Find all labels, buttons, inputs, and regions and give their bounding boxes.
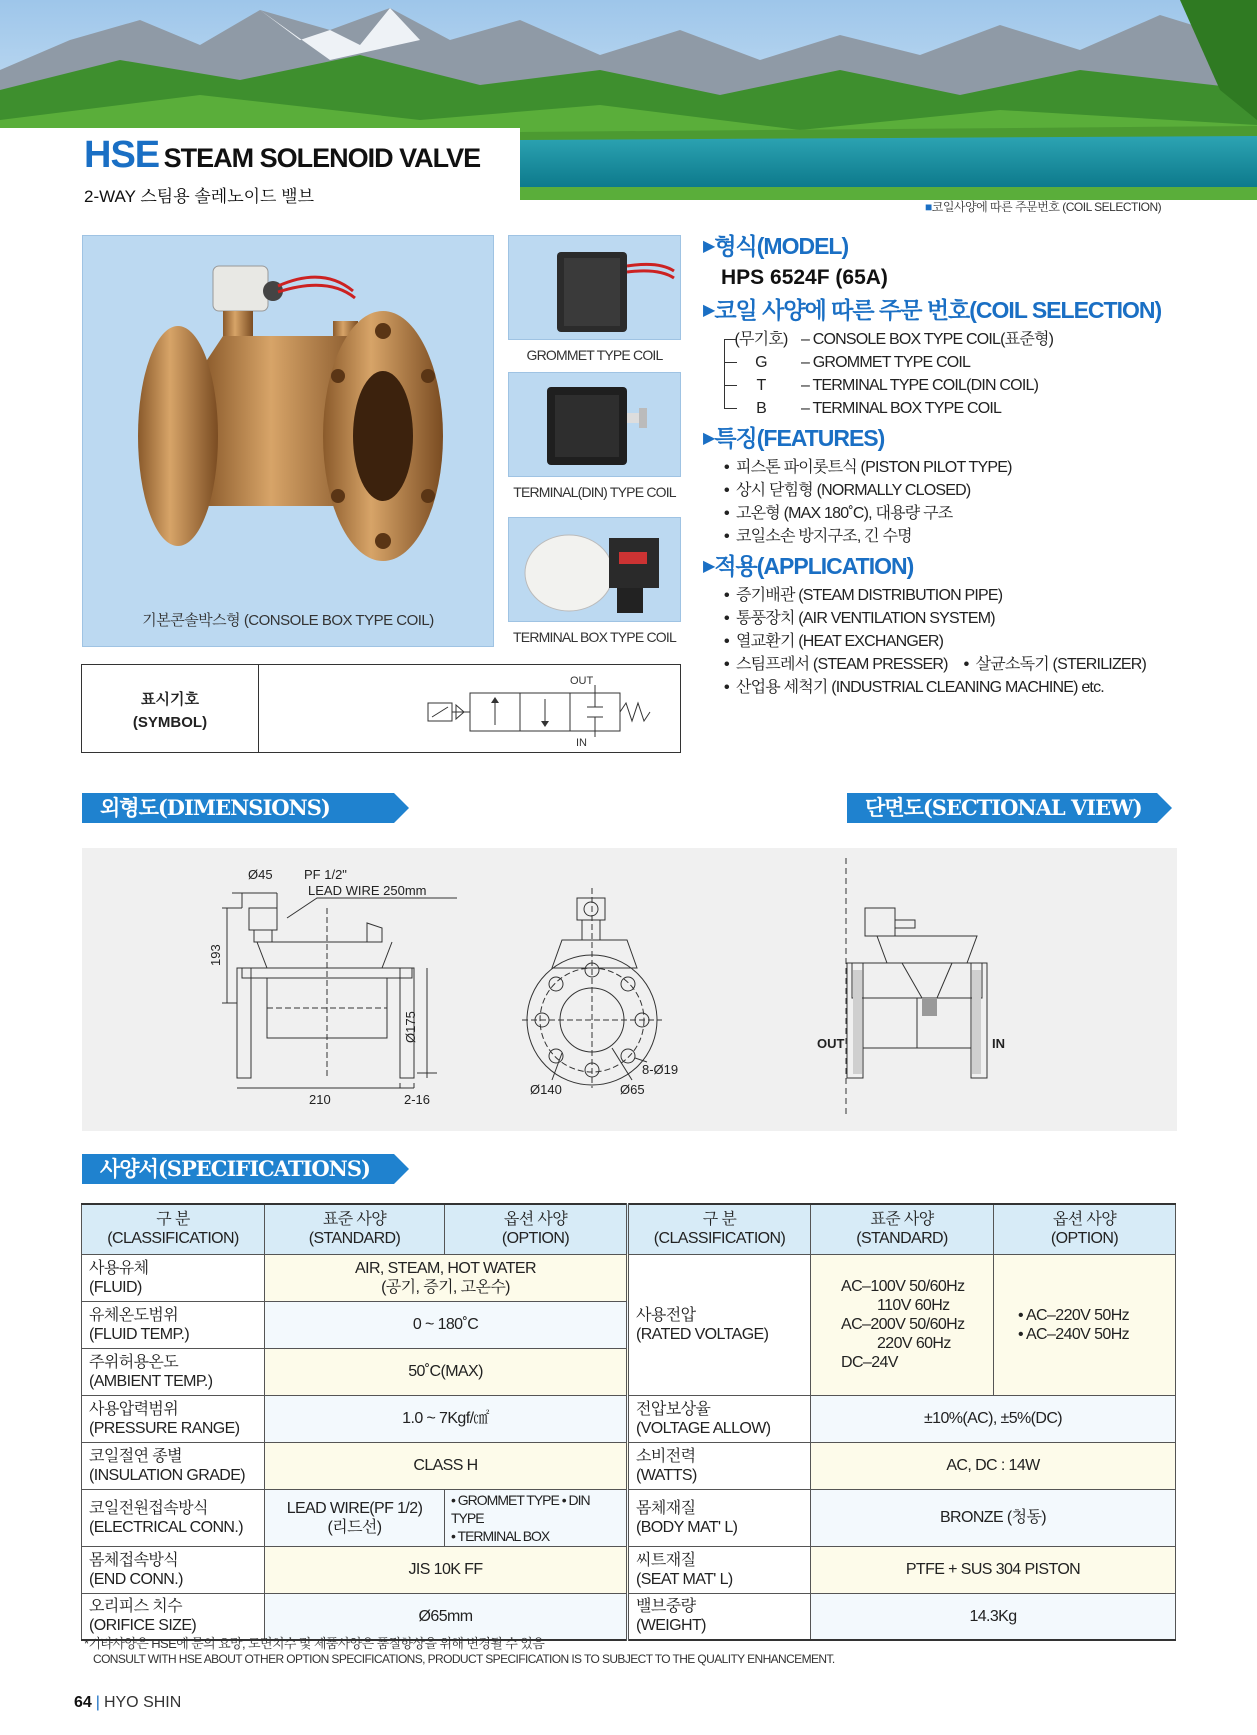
arrow-right-icon: ▶ xyxy=(703,238,715,255)
dim-2-16: 2-16 xyxy=(404,1092,431,1107)
grommet-coil-photo xyxy=(508,235,681,340)
electrical-conn-standard: LEAD WIRE(PF 1/2) (리드선) xyxy=(265,1489,445,1546)
table-row xyxy=(82,1489,1176,1546)
grommet-coil-caption: GROMMET TYPE COIL xyxy=(526,347,663,363)
main-product-photo xyxy=(82,235,494,647)
orifice-label: 오리피스 치수 (ORIFICE SIZE) xyxy=(82,1593,265,1640)
application-heading: ▶적용(APPLICATION) xyxy=(703,553,914,579)
table-row xyxy=(82,1254,1176,1301)
coil-item: B – TERMINAL BOX TYPE COIL xyxy=(756,400,1002,417)
fluid-temp-label: 유체온도범위 (FLUID TEMP.) xyxy=(82,1301,265,1348)
company-name: HYO SHIN xyxy=(103,1694,182,1711)
feature-item: • 피스톤 파이롯트식 (PISTON PILOT TYPE) xyxy=(724,459,1012,476)
weight-value: 14.3Kg xyxy=(811,1593,1176,1640)
specifications-table xyxy=(81,1203,1176,1641)
footnote-english: CONSULT WITH HSE ABOUT OTHER OPTION SPECIFICATIONS, PRODUCT SPECIFICATION IS TO SUBJECT TO THE QUALITY ENHANCEMENT. xyxy=(93,1652,835,1666)
product-subtitle: 2-WAY 스팀용 솔레노이드 밸브 xyxy=(84,187,315,206)
electrical-conn-label: 코일전원접속방식 (ELECTRICAL CONN.) xyxy=(82,1489,265,1546)
table-row xyxy=(82,1395,1176,1442)
dim-d45: Ø45 xyxy=(248,867,273,882)
dim-holes: 8-Ø19 xyxy=(642,1062,679,1077)
arrow-right-icon: ▶ xyxy=(703,430,715,447)
coil-item: T – TERMINAL TYPE COIL(DIN COIL) xyxy=(756,377,1039,394)
terminal-box-coil-card xyxy=(508,517,681,645)
dim-pf: PF 1/2" xyxy=(304,867,347,882)
ambient-temp-label: 주위허용온도 (AMBIENT TEMP.) xyxy=(82,1348,265,1395)
sectional-out-label: OUT xyxy=(817,1036,845,1051)
application-item: • 산업용 세척기 (INDUSTRIAL CLEANING MACHINE) etc. xyxy=(724,679,1104,696)
page-title xyxy=(84,134,480,177)
col-classification: 구 분 (CLASSIFICATION) xyxy=(628,1204,811,1254)
dim-w210: 210 xyxy=(309,1092,331,1107)
sectional-in-label: IN xyxy=(992,1036,1005,1051)
end-conn-value: JIS 10K FF xyxy=(265,1546,628,1593)
table-row xyxy=(82,1546,1176,1593)
model-heading: ▶형식(MODEL) xyxy=(703,233,849,259)
product-title: STEAM SOLENOID VALVE xyxy=(163,143,481,173)
symbol-in-label: IN xyxy=(576,737,587,749)
pressure-value: 1.0 ~ 7Kgf/㎠ xyxy=(265,1395,628,1442)
specifications-heading: 사양서(SPECIFICATIONS) xyxy=(82,1154,394,1184)
weight-label: 밸브중량 (WEIGHT) xyxy=(628,1593,811,1640)
seat-material-label: 씨트재질 (SEAT MAT' L) xyxy=(628,1546,811,1593)
voltage-label: 사용전압 (RATED VOLTAGE) xyxy=(628,1254,811,1395)
coil-item: G – GROMMET TYPE COIL xyxy=(755,354,971,371)
application-item: • 열교환기 (HEAT EXCHANGER) xyxy=(724,633,944,650)
fluid-label: 사용유체 (FLUID) xyxy=(82,1254,265,1301)
coil-item: (무기호) – CONSOLE BOX TYPE COIL(표준형) xyxy=(734,331,1054,348)
square-bullet-icon: ■ xyxy=(925,200,932,214)
col-standard: 표준 사양 (STANDARD) xyxy=(265,1204,445,1254)
brand-name: HSE xyxy=(84,134,160,176)
coil-selection-list xyxy=(703,328,1223,420)
product-info xyxy=(703,232,1223,703)
arrow-right-icon: ▶ xyxy=(703,558,715,575)
end-conn-label: 몸체접속방식 (END CONN.) xyxy=(82,1546,265,1593)
dim-h193: 193 xyxy=(208,944,223,966)
coil-selection-heading: ▶코일 사양에 따른 주문 번호(COIL SELECTION) xyxy=(703,297,1162,323)
symbol-box xyxy=(81,664,681,753)
col-option: 옵션 사양 (OPTION) xyxy=(445,1204,628,1254)
feature-item: • 고온형 (MAX 180˚C), 대용량 구조 xyxy=(724,505,953,522)
insulation-value: CLASS H xyxy=(265,1442,628,1489)
feature-item: • 상시 닫힘형 (NORMALLY CLOSED) xyxy=(724,482,971,499)
arrow-right-icon: ▶ xyxy=(703,302,715,319)
orifice-value: Ø65mm xyxy=(265,1593,628,1640)
coil-tree-lines xyxy=(724,339,736,409)
feature-item: • 코일소손 방지구조, 긴 수명 xyxy=(724,528,912,545)
voltage-standard: AC–100V 50/60Hz 110V 60Hz AC–200V 50/60Hz 220V 60Hz DC–24V xyxy=(811,1254,994,1395)
page-number: 64 xyxy=(74,1694,92,1711)
voltage-option: • AC–220V 50Hz • AC–240V 50Hz xyxy=(994,1254,1176,1395)
application-item: • 증기배관 (STEAM DISTRIBUTION PIPE) xyxy=(724,587,1003,604)
fluid-temp-value: 0 ~ 180˚C xyxy=(265,1301,628,1348)
features-heading: ▶특징(FEATURES) xyxy=(703,425,885,451)
features-list xyxy=(703,456,1223,548)
voltage-allow-label: 전압보상율 (VOLTAGE ALLOW) xyxy=(628,1395,811,1442)
valve-symbol-icon xyxy=(260,665,680,752)
terminal-coil-photo xyxy=(508,372,681,477)
terminal-coil-caption: TERMINAL(DIN) TYPE COIL xyxy=(513,484,676,500)
dim-d65: Ø65 xyxy=(620,1082,645,1097)
pressure-label: 사용압력범위 (PRESSURE RANGE) xyxy=(82,1395,265,1442)
dimension-drawings xyxy=(82,848,1177,1131)
application-item: • 스팀프레서 (STEAM PRESSER) • 살균소독기 (STERILIZER) xyxy=(724,656,1147,673)
body-material-label: 몸체재질 (BODY MAT' L) xyxy=(628,1489,811,1546)
sectional-view-heading: 단면도(SECTIONAL VIEW) xyxy=(847,793,1157,823)
table-row xyxy=(82,1442,1176,1489)
watts-value: AC, DC : 14W xyxy=(811,1442,1176,1489)
valve-illustration xyxy=(83,236,495,596)
application-list xyxy=(703,584,1223,699)
fluid-value: AIR, STEAM, HOT WATER (공기, 증기, 고온수) xyxy=(265,1254,628,1301)
symbol-out-label: OUT xyxy=(570,675,594,687)
terminal-box-coil-caption: TERMINAL BOX TYPE COIL xyxy=(513,629,676,645)
dim-d140: Ø140 xyxy=(530,1082,562,1097)
dimensions-drawing-area xyxy=(82,848,1177,1131)
main-photo-caption: 기본콘솔박스형 (CONSOLE BOX TYPE COIL) xyxy=(142,612,434,629)
grommet-coil-card xyxy=(508,235,681,363)
table-header-row xyxy=(82,1204,1176,1254)
model-value: HPS 6524F (65A) xyxy=(721,266,888,289)
voltage-allow-value: ±10%(AC), ±5%(DC) xyxy=(811,1395,1176,1442)
watts-label: 소비전력 (WATTS) xyxy=(628,1442,811,1489)
col-standard: 표준 사양 (STANDARD) xyxy=(811,1204,994,1254)
footnote-korean: *기타사양은 HSE에 문의 요망, 도면치수 및 제품사양은 품질향상을 위해 변경될 수 있음 xyxy=(84,1636,545,1651)
page-footer: 64 | HYO SHIN xyxy=(74,1694,182,1711)
application-item: • 통풍장치 (AIR VENTILATION SYSTEM) xyxy=(724,610,995,627)
seat-material-value: PTFE + SUS 304 PISTON xyxy=(811,1546,1176,1593)
dimensions-heading: 외형도(DIMENSIONS) xyxy=(82,793,394,823)
ambient-temp-value: 50˚C(MAX) xyxy=(265,1348,628,1395)
terminal-box-coil-photo xyxy=(508,517,681,622)
symbol-label: 표시기호 (SYMBOL) xyxy=(82,665,259,752)
col-option: 옵션 사양 (OPTION) xyxy=(994,1204,1176,1254)
insulation-label: 코일절연 종별 (INSULATION GRADE) xyxy=(82,1442,265,1489)
col-classification: 구 분 (CLASSIFICATION) xyxy=(82,1204,265,1254)
body-material-value: BRONZE (청동) xyxy=(811,1489,1176,1546)
coil-selection-note: ■코일사양에 따른 주문번호 (COIL SELECTION) xyxy=(925,200,1162,214)
dim-d175: Ø175 xyxy=(403,1011,418,1043)
electrical-conn-option: • GROMMET TYPE • DIN TYPE • TERMINAL BOX xyxy=(445,1489,628,1546)
dim-lead-wire: LEAD WIRE 250mm xyxy=(308,883,427,898)
terminal-coil-card xyxy=(508,372,681,500)
